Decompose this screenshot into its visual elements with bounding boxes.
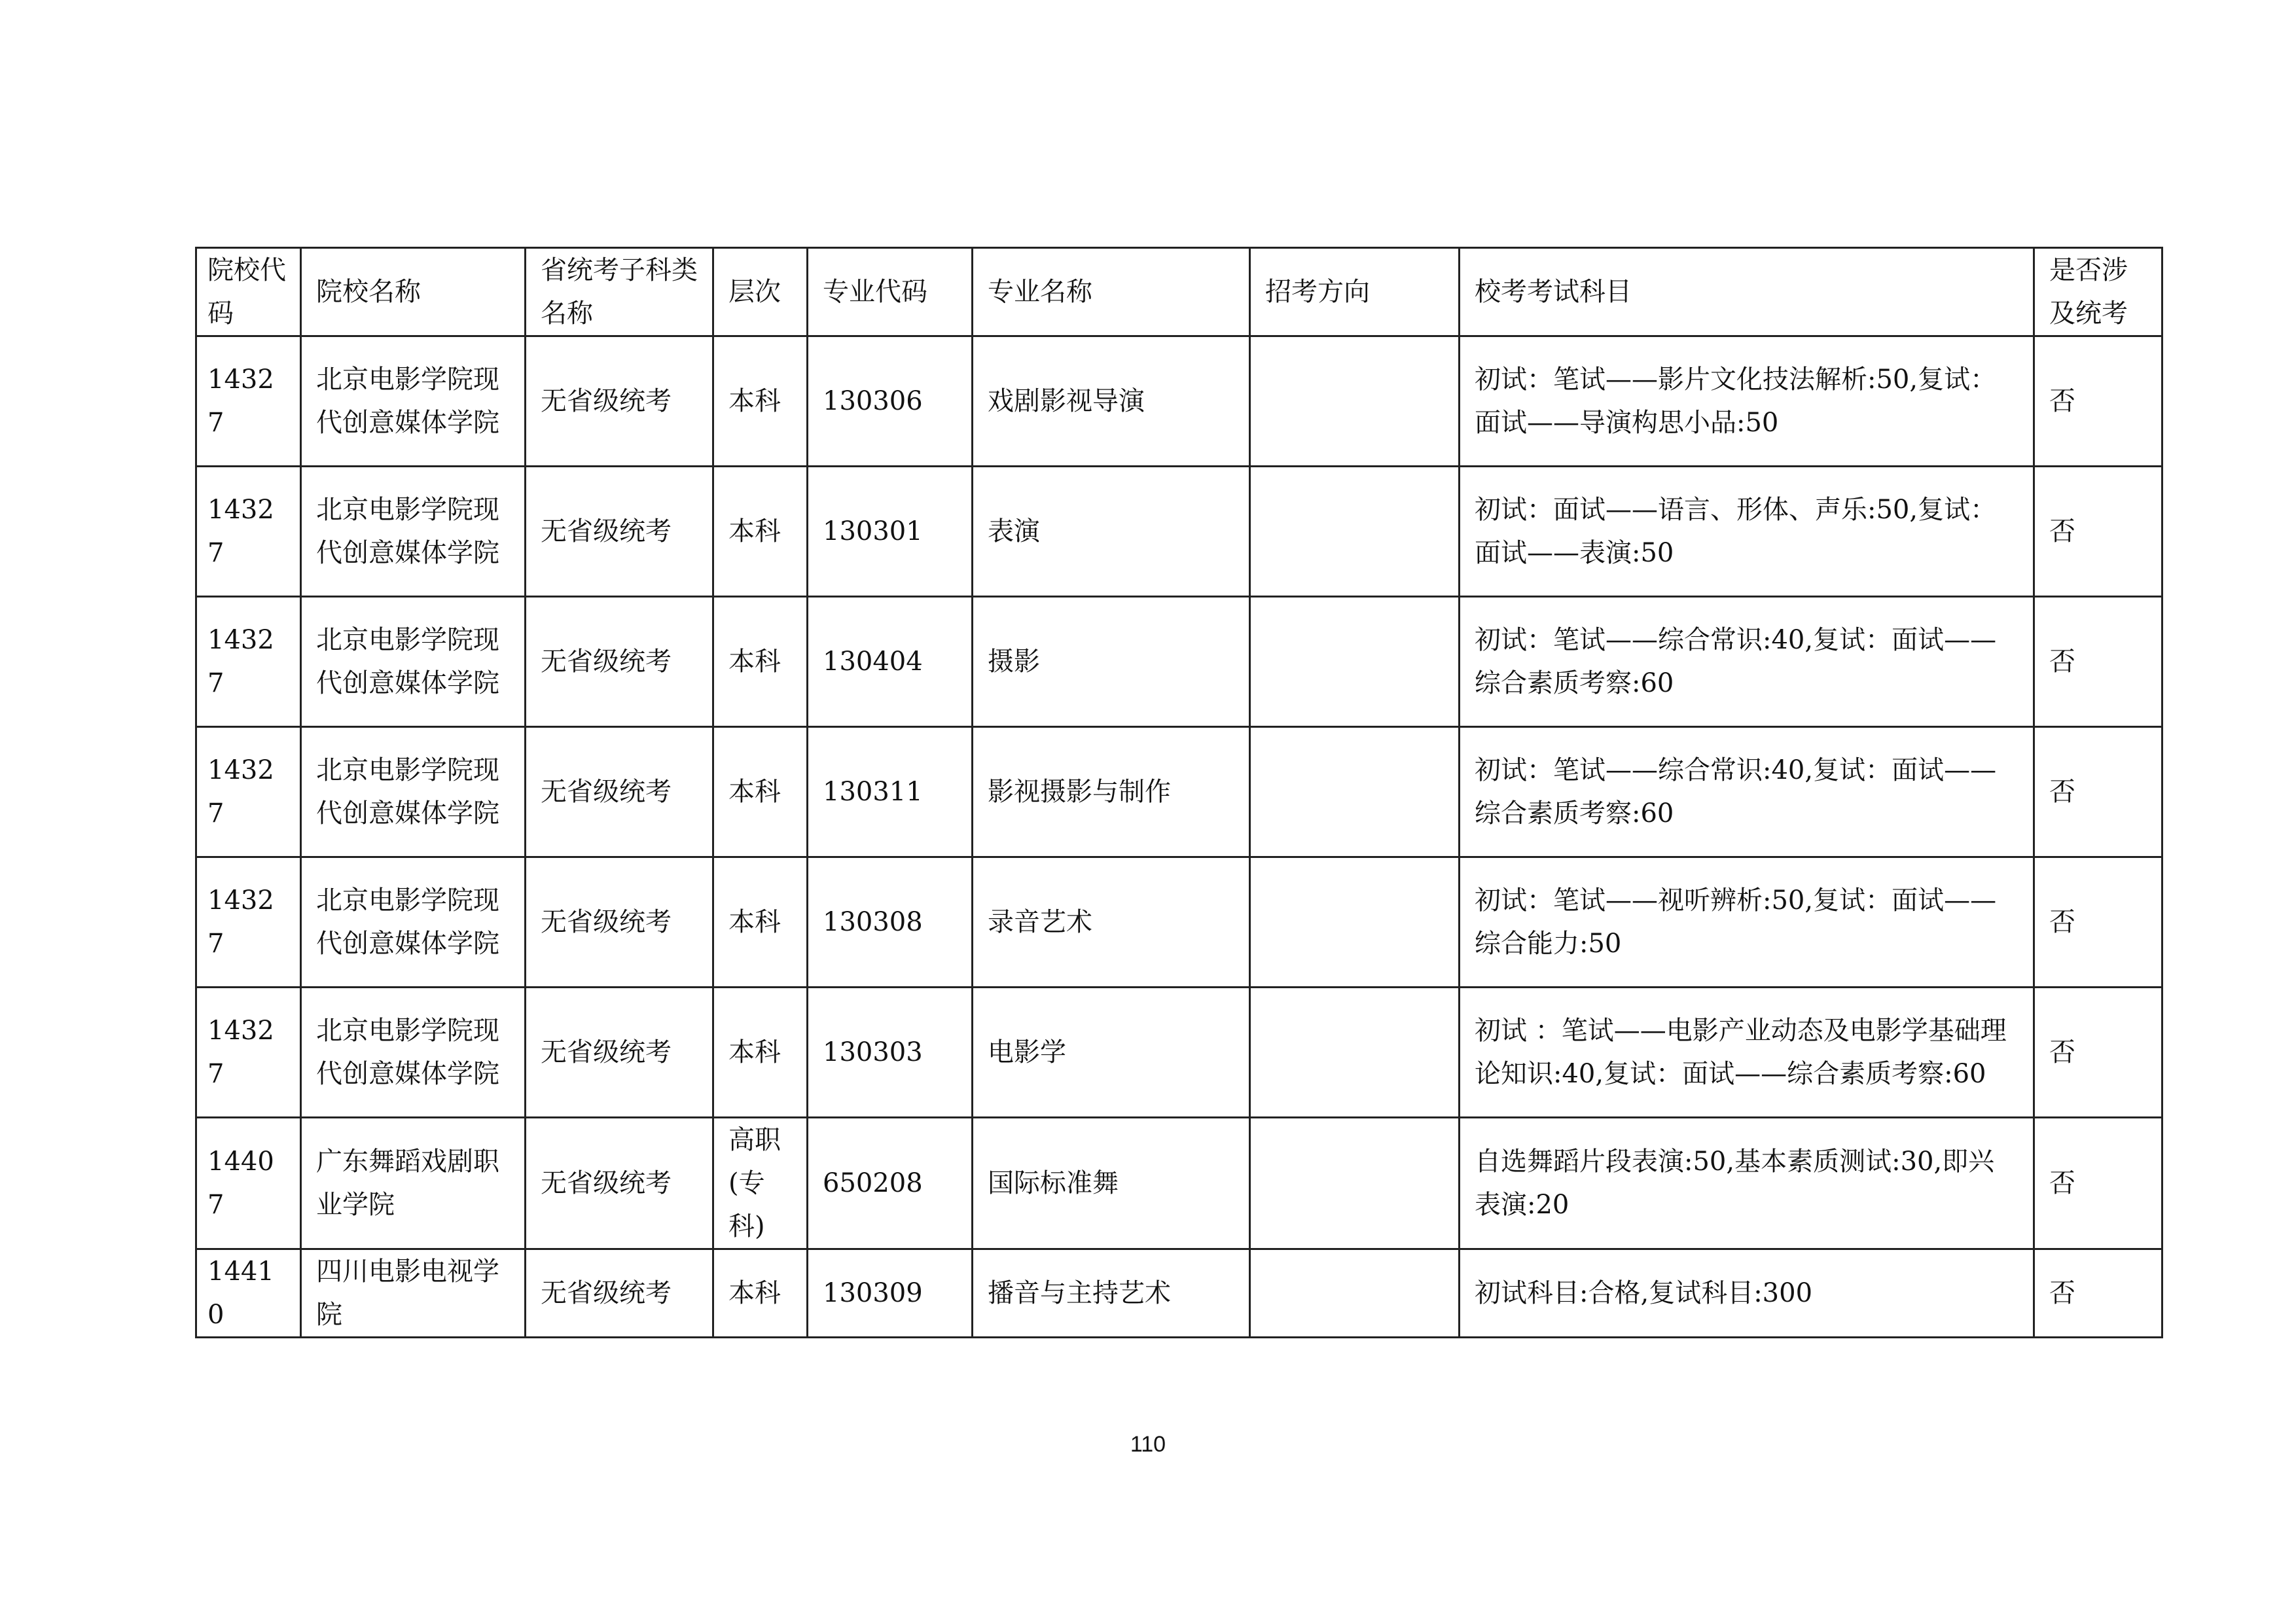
cell-level: 本科 <box>713 727 808 857</box>
cell-school-code: 14327 <box>196 467 301 597</box>
cell-exam-subjects: 自选舞蹈片段表演:50,基本素质测试:30,即兴表演:20 <box>1460 1118 2034 1249</box>
table-header-row <box>196 248 2162 336</box>
cell-exam-category: 无省级统考 <box>526 857 713 988</box>
cell-level: 本科 <box>713 597 808 727</box>
cell-exam-subjects: 初试科目:合格,复试科目:300 <box>1460 1249 2034 1338</box>
cell-exam-category: 无省级统考 <box>526 336 713 467</box>
header-major-name: 专业名称 <box>973 248 1250 336</box>
cell-major-name: 表演 <box>973 467 1250 597</box>
cell-exam-subjects: 初试：笔试——影片文化技法解析:50,复试：面试——导演构思小品:50 <box>1460 336 2034 467</box>
cell-exam-category: 无省级统考 <box>526 467 713 597</box>
cell-major-name: 播音与主持艺术 <box>973 1249 1250 1338</box>
cell-school-name: 北京电影学院现代创意媒体学院 <box>301 467 526 597</box>
cell-major-code: 130303 <box>808 988 973 1118</box>
cell-direction <box>1250 1249 1460 1338</box>
cell-major-name: 录音艺术 <box>973 857 1250 988</box>
cell-major-name: 电影学 <box>973 988 1250 1118</box>
cell-direction <box>1250 336 1460 467</box>
cell-school-name: 北京电影学院现代创意媒体学院 <box>301 336 526 467</box>
cell-major-name: 摄影 <box>973 597 1250 727</box>
cell-exam-category: 无省级统考 <box>526 988 713 1118</box>
header-level: 层次 <box>713 248 808 336</box>
cell-school-name: 北京电影学院现代创意媒体学院 <box>301 727 526 857</box>
cell-direction <box>1250 727 1460 857</box>
cell-school-code: 14410 <box>196 1249 301 1338</box>
cell-involves-unified-exam: 否 <box>2034 727 2162 857</box>
cell-school-code: 14327 <box>196 727 301 857</box>
cell-major-code: 130306 <box>808 336 973 467</box>
table-body <box>196 336 2162 1338</box>
cell-direction <box>1250 857 1460 988</box>
cell-major-code: 130308 <box>808 857 973 988</box>
cell-exam-category: 无省级统考 <box>526 597 713 727</box>
cell-major-code: 650208 <box>808 1118 973 1249</box>
cell-major-name: 影视摄影与制作 <box>973 727 1250 857</box>
admissions-table <box>195 247 2163 1338</box>
cell-school-name: 北京电影学院现代创意媒体学院 <box>301 857 526 988</box>
cell-major-code: 130309 <box>808 1249 973 1338</box>
table-row <box>196 857 2162 988</box>
cell-direction <box>1250 467 1460 597</box>
cell-exam-subjects: 初试：笔试——综合常识:40,复试：面试——综合素质考察:60 <box>1460 727 2034 857</box>
cell-school-name: 四川电影电视学院 <box>301 1249 526 1338</box>
cell-level: 本科 <box>713 857 808 988</box>
header-school-code: 院校代码 <box>196 248 301 336</box>
cell-school-code: 14327 <box>196 336 301 467</box>
cell-school-name: 北京电影学院现代创意媒体学院 <box>301 988 526 1118</box>
cell-involves-unified-exam: 否 <box>2034 336 2162 467</box>
cell-school-code: 14407 <box>196 1118 301 1249</box>
cell-direction <box>1250 1118 1460 1249</box>
cell-involves-unified-exam: 否 <box>2034 988 2162 1118</box>
cell-involves-unified-exam: 否 <box>2034 1249 2162 1338</box>
cell-major-code: 130404 <box>808 597 973 727</box>
cell-direction <box>1250 988 1460 1118</box>
cell-exam-subjects: 初试：笔试——视听辨析:50,复试：面试——综合能力:50 <box>1460 857 2034 988</box>
cell-exam-category: 无省级统考 <box>526 727 713 857</box>
cell-involves-unified-exam: 否 <box>2034 467 2162 597</box>
cell-level: 高职(专科) <box>713 1118 808 1249</box>
cell-major-code: 130301 <box>808 467 973 597</box>
table-row <box>196 1118 2162 1249</box>
cell-exam-subjects: 初试：面试——语言、形体、声乐:50,复试：面试——表演:50 <box>1460 467 2034 597</box>
cell-school-name: 广东舞蹈戏剧职业学院 <box>301 1118 526 1249</box>
cell-exam-subjects: 初试 ：笔试——电影产业动态及电影学基础理论知识:40,复试：面试——综合素质考察:60 <box>1460 988 2034 1118</box>
header-school-name: 院校名称 <box>301 248 526 336</box>
cell-direction <box>1250 597 1460 727</box>
header-major-code: 专业代码 <box>808 248 973 336</box>
cell-major-name: 戏剧影视导演 <box>973 336 1250 467</box>
table-row <box>196 727 2162 857</box>
table-row <box>196 467 2162 597</box>
cell-level: 本科 <box>713 467 808 597</box>
table-row <box>196 988 2162 1118</box>
table-row <box>196 597 2162 727</box>
page-number: 110 <box>1130 1432 1166 1457</box>
header-exam-subjects: 校考考试科目 <box>1460 248 2034 336</box>
cell-major-name: 国际标准舞 <box>973 1118 1250 1249</box>
cell-involves-unified-exam: 否 <box>2034 597 2162 727</box>
table-row <box>196 1249 2162 1338</box>
cell-exam-subjects: 初试：笔试——综合常识:40,复试：面试——综合素质考察:60 <box>1460 597 2034 727</box>
cell-major-code: 130311 <box>808 727 973 857</box>
cell-school-code: 14327 <box>196 988 301 1118</box>
cell-exam-category: 无省级统考 <box>526 1118 713 1249</box>
cell-involves-unified-exam: 否 <box>2034 857 2162 988</box>
table-row <box>196 336 2162 467</box>
cell-exam-category: 无省级统考 <box>526 1249 713 1338</box>
header-exam-category: 省统考子科类名称 <box>526 248 713 336</box>
cell-level: 本科 <box>713 1249 808 1338</box>
header-direction: 招考方向 <box>1250 248 1460 336</box>
cell-level: 本科 <box>713 988 808 1118</box>
cell-school-name: 北京电影学院现代创意媒体学院 <box>301 597 526 727</box>
header-involves-unified-exam: 是否涉及统考 <box>2034 248 2162 336</box>
cell-school-code: 14327 <box>196 597 301 727</box>
cell-level: 本科 <box>713 336 808 467</box>
cell-involves-unified-exam: 否 <box>2034 1118 2162 1249</box>
cell-school-code: 14327 <box>196 857 301 988</box>
